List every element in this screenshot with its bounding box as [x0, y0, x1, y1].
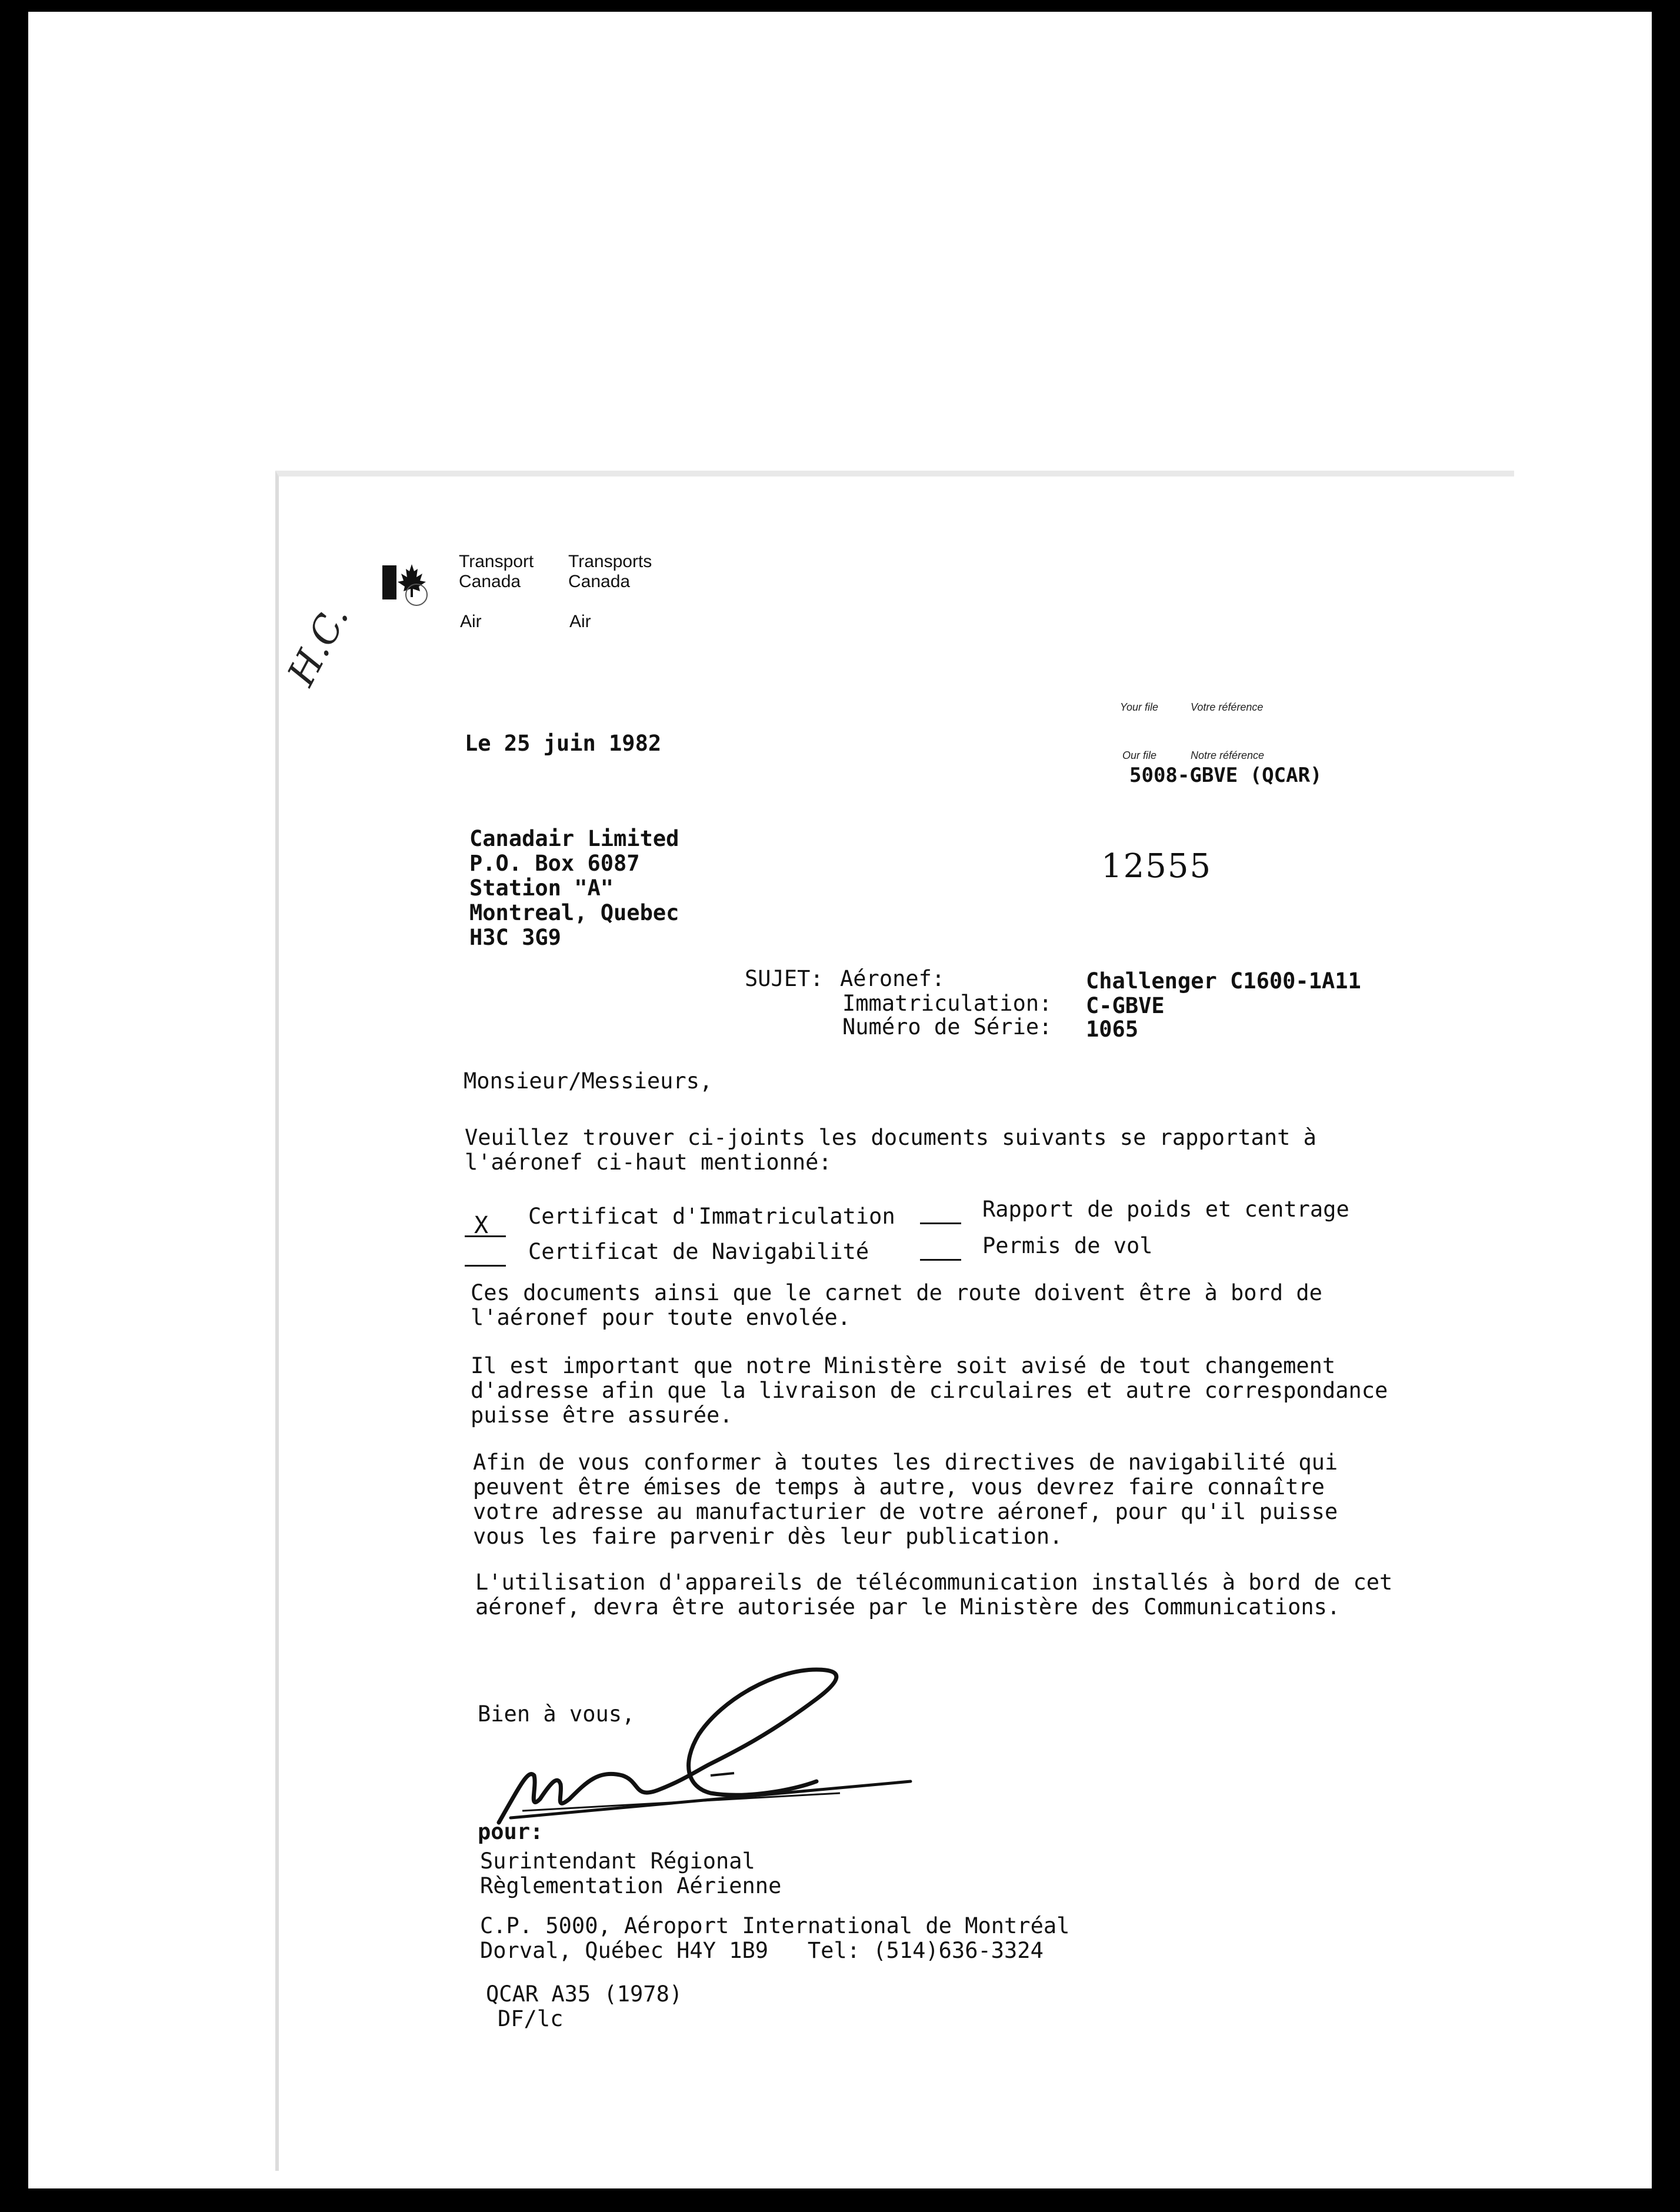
your-file-label-fr: Votre référence	[1191, 701, 1264, 713]
para3-line-2: peuvent être émises de temps à autre, vous devrez faire connaître	[473, 1474, 1325, 1500]
signatory-line-1: Surintendant Régional	[480, 1848, 755, 1874]
checkbox-mark: X	[474, 1212, 489, 1239]
handwritten-note: H.C.	[279, 598, 358, 693]
checklist-item-2: Certificat de Navigabilité	[528, 1239, 869, 1264]
registration-label: Immatriculation:	[842, 991, 1052, 1016]
our-file-value: 5008-GBVE (QCAR)	[1129, 764, 1322, 787]
serial-label: Numéro de Série:	[842, 1014, 1052, 1040]
form-number: QCAR A35 (1978)	[486, 1981, 683, 2007]
signatory-line-2: Règlementation Aérienne	[480, 1873, 782, 1898]
recipient-line-1: Canadair Limited	[469, 826, 679, 851]
canada-flag-logo	[376, 550, 429, 597]
para2-line-3: puisse être assurée.	[471, 1403, 733, 1428]
dept-fr: Transports	[568, 552, 652, 571]
dept-en: Transport	[459, 552, 534, 571]
checkbox-line-4	[920, 1259, 961, 1261]
branch-en: Air	[460, 612, 482, 631]
checkbox-line-2	[465, 1265, 506, 1267]
para4-line-1: L'utilisation d'appareils de télécommunication installés à bord de cet	[475, 1570, 1393, 1595]
intro-line-2: l'aéronef ci-haut mentionné:	[465, 1150, 832, 1175]
subject-label: SUJET:	[745, 966, 824, 991]
recipient-line-5: H3C 3G9	[469, 925, 561, 950]
signature-image	[482, 1653, 918, 1818]
our-file-label-en: Our file	[1122, 749, 1157, 761]
recipient-line-4: Montreal, Quebec	[469, 900, 679, 925]
para3-line-3: votre adresse au manufacturier de votre aéronef, pour qu'il puisse	[473, 1499, 1338, 1524]
para1-line-2: l'aéronef pour toute envolée.	[471, 1305, 851, 1330]
checkbox-line-3	[920, 1222, 961, 1224]
aircraft-label: Aéronef:	[840, 966, 945, 991]
recipient-line-3: Station "A"	[469, 875, 614, 901]
dept-fr-2: Canada	[568, 572, 631, 591]
checklist-item-4: Permis de vol	[982, 1233, 1153, 1258]
para4-line-2: aéronef, devra être autorisée par le Ministère des Communications.	[475, 1594, 1341, 1620]
checklist-item-3: Rapport de poids et centrage	[982, 1197, 1349, 1222]
intro-line-1: Veuillez trouver ci-joints les documents suivants se rapportant à	[465, 1125, 1316, 1150]
dept-en-2: Canada	[459, 572, 521, 591]
para2-line-2: d'adresse afin que la livraison de circulaires et autre correspondance	[471, 1378, 1388, 1403]
aircraft-value: Challenger C1600-1A11	[1086, 968, 1361, 994]
para3-line-1: Afin de vous conformer à toutes les directives de navigabilité qui	[473, 1450, 1338, 1475]
salutation: Monsieur/Messieurs,	[464, 1068, 713, 1094]
your-file-label-en: Your file	[1120, 701, 1159, 713]
paper-sheet	[28, 12, 1652, 2188]
registration-value: C-GBVE	[1086, 993, 1165, 1018]
footer-address-2: Dorval, Québec H4Y 1B9 Tel: (514)636-3324	[480, 1938, 1044, 1963]
our-file-label-fr: Notre référence	[1191, 749, 1265, 761]
closing: Bien à vous,	[478, 1701, 635, 1727]
letter-date: Le 25 juin 1982	[465, 731, 662, 756]
para3-line-4: vous les faire parvenir dès leur publication.	[473, 1524, 1063, 1549]
pour-label: pour:	[478, 1819, 544, 1844]
para2-line-1: Il est important que notre Ministère soit avisé de tout changement	[471, 1353, 1336, 1378]
para1-line-1: Ces documents ainsi que le carnet de route doivent être à bord de	[471, 1280, 1322, 1305]
branch-fr: Air	[569, 612, 591, 631]
stamp-number: 12555	[1101, 847, 1212, 885]
serial-value: 1065	[1086, 1017, 1139, 1042]
typist-initials: DF/lc	[498, 2006, 564, 2031]
recipient-line-2: P.O. Box 6087	[469, 851, 640, 876]
checklist-item-1: Certificat d'Immatriculation	[528, 1204, 895, 1229]
footer-address-1: C.P. 5000, Aéroport International de Montréal	[480, 1913, 1070, 1938]
